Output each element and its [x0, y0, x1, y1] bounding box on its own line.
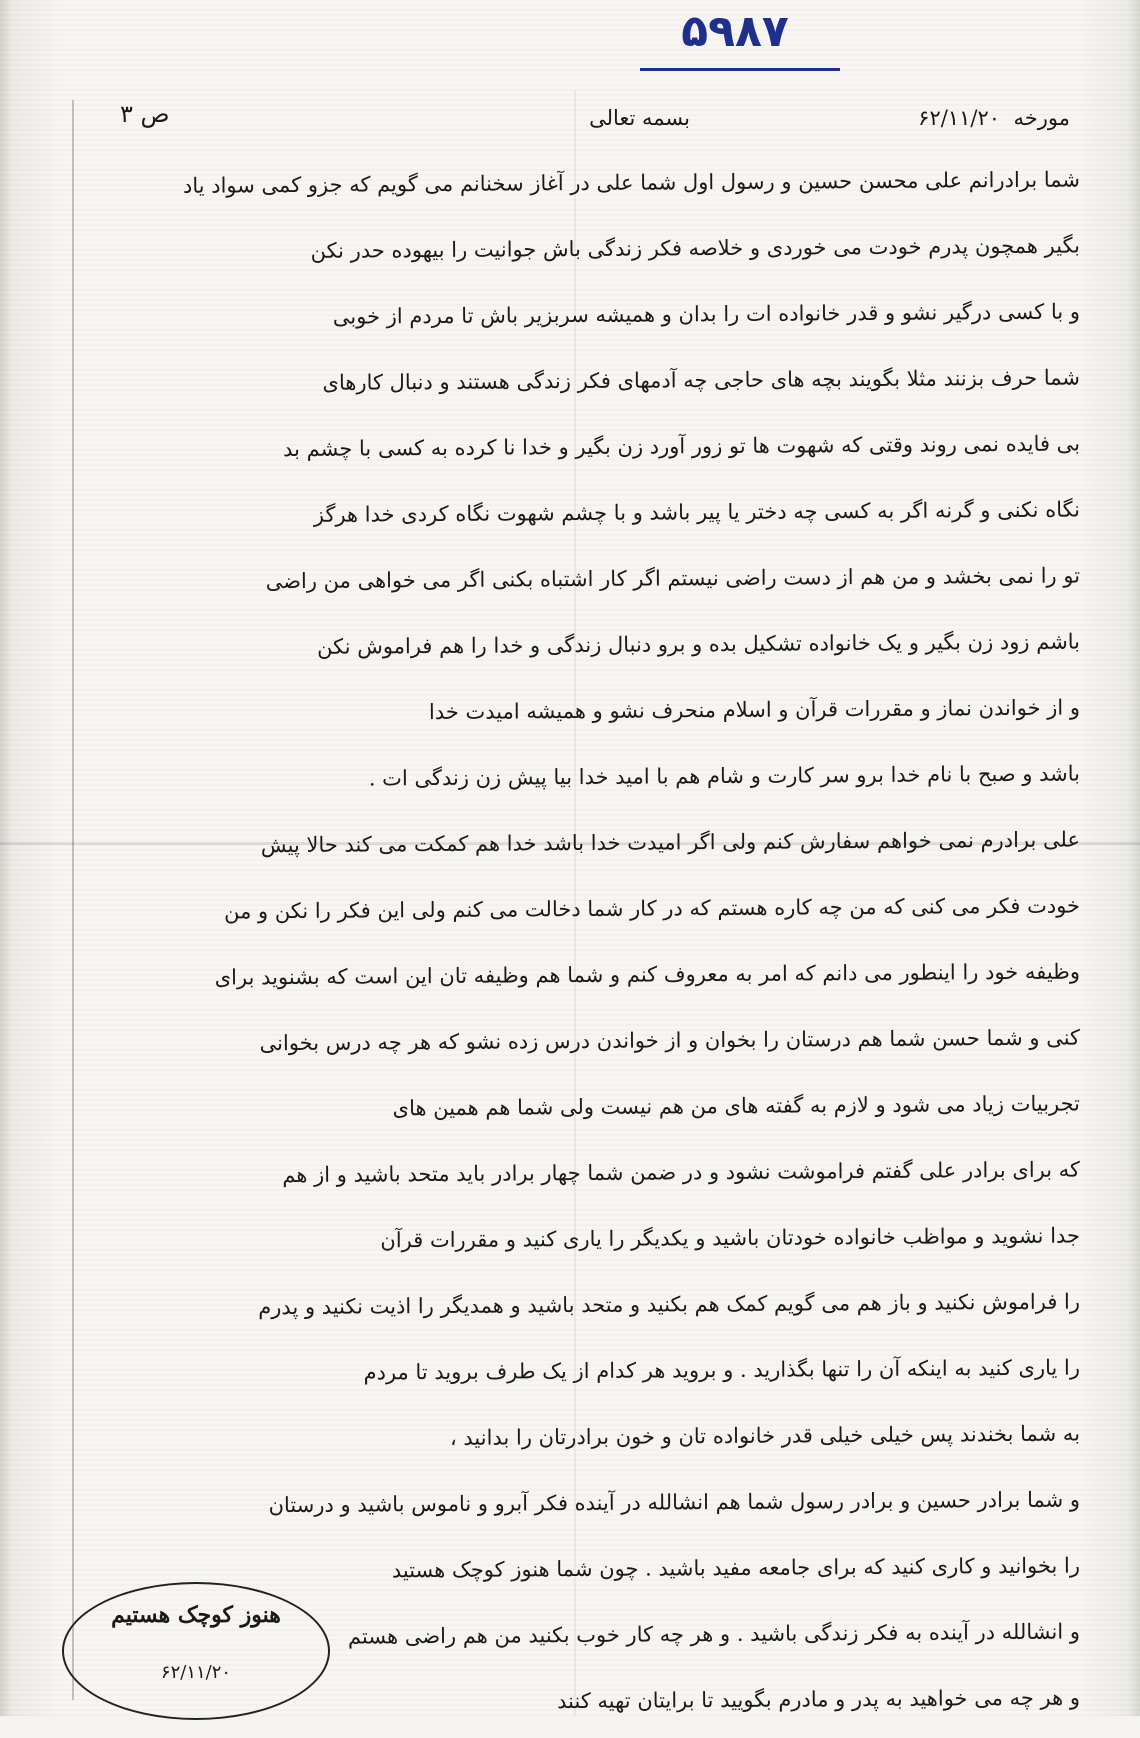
letter-line: بی فایده نمی روند وقتی که شهوت ها تو زور آورد زن بگیر و خدا نا کرده به کسی با چشم بد — [282, 431, 1081, 462]
letter-line: شما حرف بزنند مثلا بگویند بچه های حاجی چه آدمهای فکر زندگی هستند و دنبال کارهای — [322, 365, 1081, 395]
margin-line — [72, 100, 74, 1700]
letter-line: وظیفه خود را اینطور می دانم که امر به معروف کنم و شما هم وظیفه تان این است که بشنوید برای — [214, 959, 1081, 990]
letter-line: تجربیات زیاد می شود و لازم به گفته های من هم نیست ولی شما هم همین های — [392, 1091, 1081, 1121]
date-label: مورخه — [1013, 106, 1070, 130]
letter-line: نگاه نکنی و گرنه اگر به کسی چه دختر یا پیر باشد و با چشم شهوت نگاه کردی خدا هرگز — [313, 497, 1081, 527]
letter-line: و شما برادر حسین و برادر رسول شما هم انشالله در آینده فکر آبرو و ناموس باشید و درستان — [268, 1487, 1081, 1518]
letter-line: که برای برادر علی گفتم فراموشت نشود و در ضمن شما چهار برادر باید متحد باشید و از هم — [282, 1157, 1081, 1188]
letter-line: و از خواندن نماز و مقررات قرآن و اسلام منحرف نشو و همیشه امیدت خدا — [428, 695, 1081, 725]
page-number: ص ۳ — [120, 100, 170, 128]
letter-line: به شما بخندند پس خیلی خیلی قدر خانواده تان و خون برادرتان را بدانید ، — [449, 1421, 1081, 1450]
letter-line: تو را نمی بخشد و من هم از دست راضی نیستم اگر کار اشتباه بکنی اگر می خواهی من راضی — [265, 563, 1081, 594]
letter-line: شما برادرانم علی محسن حسین و رسول اول شما علی در آغاز سخنانم می گویم که جزو کمی سواد یاد — [182, 167, 1081, 198]
letter-line: جدا نشوید و مواظب خانواده خودتان باشید و یکدیگر را یاری کنید و مقررات قرآن — [380, 1223, 1081, 1253]
invocation: بسمه تعالی — [589, 106, 690, 130]
letter-body — [80, 150, 1080, 1734]
letter-line: کنی و شما حسن شما هم درستان را بخوان و از خواندن درس زده نشو که هر چه درس بخوانی — [259, 1025, 1081, 1056]
letter-line: را بخوانید و کاری کنید که برای جامعه مفید باشید . چون شما هنوز کوچک هستید — [391, 1553, 1081, 1583]
letter-line: و هر چه می خواهید به پدر و مادرم بگویید تا برایتان تهیه کنند — [557, 1685, 1081, 1714]
letter-header — [70, 100, 1070, 150]
archive-number: ۵۹۸۷ — [681, 6, 789, 57]
letter-line: باشد و صبح با نام خدا برو سر کارت و شام هم با امید خدا بیا پیش زن زندگی ات . — [368, 761, 1081, 791]
letter-line: را یاری کنید به اینکه آن را تنها بگذارید . و بروید هر کدام از یک طرف بروید تا مردم — [363, 1355, 1081, 1385]
letter-line: باشم زود زن بگیر و یک خانواده تشکیل بده و برو دنبال زندگی و خدا را هم فراموش نکن — [317, 629, 1081, 659]
letter-line: و با کسی درگیر نشو و قدر خانواده ات را بدان و همیشه سربزیر باش تا مردم از خوبی — [332, 299, 1081, 329]
letter-date: ۶۲/۱۱/۲۰ — [918, 106, 1000, 130]
letter-line: را فراموش نکنید و باز هم می گویم کمک هم بکنید و متحد باشید و همدیگر را اذیت نکنید و پدرم — [258, 1289, 1081, 1320]
archive-number-underline — [640, 68, 840, 71]
circled-note-text: هنوز کوچک هستیم — [111, 1602, 281, 1628]
letter-line: خودت فکر می کنی که من چه کاره هستم که در کار شما دخالت می کنم ولی این فکر را نکن و من — [223, 893, 1081, 924]
letter-line: بگیر همچون پدرم خودت می خوردی و خلاصه فکر زندگی باش جوانیت را بیهوده حدر نکن — [310, 233, 1081, 263]
circled-note — [62, 1582, 330, 1720]
letter-line: و انشالله در آینده به فکر زندگی باشید . و هر چه کار خوب بکنید من هم راضی هستم — [347, 1619, 1081, 1649]
letter-line: علی برادرم نمی خواهم سفارش کنم ولی اگر امیدت خدا باشد خدا هم کمکت می کند حالا پیش — [260, 827, 1081, 858]
circled-note-date: ۶۲/۱۱/۲۰ — [160, 1662, 232, 1683]
